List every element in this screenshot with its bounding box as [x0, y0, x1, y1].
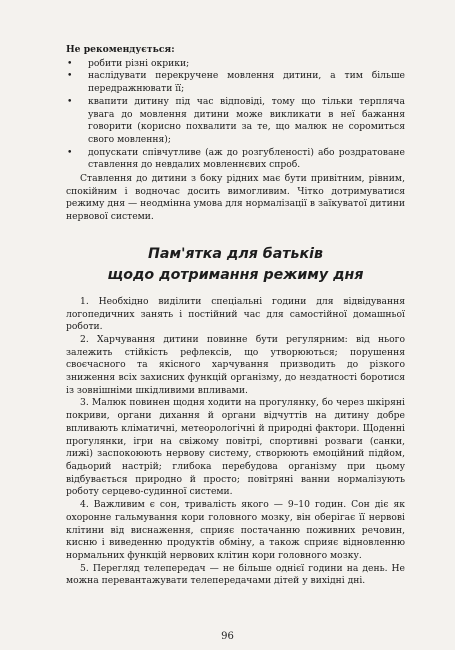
memo-title-line-1: Пам'ятка для батьків — [148, 245, 323, 262]
list-item-text: наслідувати перекручене мовлення дитини, а тим більше передражнювати її; — [88, 70, 405, 95]
list-item — [66, 96, 405, 147]
list-item — [66, 147, 405, 172]
list-item — [66, 70, 405, 95]
list-item-text: квапити дитину під час відповіді, тому що тільки терпляча увага до мовлення дитини може викликати в неї бажання говорити (корисно похвалити за те, що малюк не соромиться свого мовлення); — [88, 95, 405, 145]
memo-title — [66, 244, 405, 286]
bullet-icon: • — [67, 70, 73, 82]
memo-item: 4. Важливим є сон, тривалість якого — 9–10 годин. Сон діє як охоронне гальмування кори головного мозку, він оберігає її нервові клітини від виснаження, сприяє постачанню поживних речовин, кисню і виведенню продуктів обміну, а також сприяє відновленню нормальних функцій нервових клітин кори головного мозку. — [66, 499, 405, 561]
memo-item: 2. Харчування дитини повинне бути регулярним: від нього залежить стійкість рефлексів, що утворюються; порушення своєчасного та якісного харчування призводить до різкого зниження всіх захисних функцій організму, до нездатності боротися із зовнішніми шкідливими впливами. — [66, 333, 405, 396]
memo-title-line-2: щодо дотримання режиму дня — [107, 266, 364, 283]
list-item — [66, 58, 405, 71]
memo-item: 5. Перегляд телепередач — не більше однієї години на день. Не можна перевантажувати телепередачами дітей у вихідні дні. — [66, 562, 405, 587]
memo-item: 1. Необхідно виділити спеціальні години для відвідування логопедичних занять і постійний час для самостійної домашньої роботи. — [66, 295, 405, 333]
memo-item: 3. Малюк повинен щодня ходити на прогулянку, бо через шкіряні покриви, органи дихання й органи відчуттів на дитину добре впливають кліматичні, метеорологічні й природні фактори. Щоденні прогулянки, ігри на свіжому повітрі, спортивні розваги (санки, лижі) заспокоюють нервову систему, створюють емоційний підйом, бадьорий настрій; глибока перебудова організму при цьому відбувається природно й просто; повітряні ванни нормалізують роботу серцево-судинної системи. — [66, 397, 405, 498]
bullet-icon: • — [67, 57, 73, 69]
list-item-text: допускати співчутливе (аж до розгубленості) або роздратоване ставлення до невдалих мовленнєвих спроб. — [88, 146, 405, 171]
list-item-text: робити різні окрики; — [88, 57, 190, 69]
bullet-icon: • — [67, 146, 73, 158]
closing-paragraph: Ставлення до дитини з боку рідних має бути привітним, рівним, спокійним і водночас досить вимогливим. Чітко дотримуватися режиму дня — неодмінна умова для нормалізації в заїкуватої дитини нервової системи. — [66, 173, 405, 223]
bullet-icon: • — [67, 95, 73, 107]
page-number: 96 — [221, 631, 234, 642]
not-recommended-heading: Не рекомендується: — [66, 44, 175, 55]
